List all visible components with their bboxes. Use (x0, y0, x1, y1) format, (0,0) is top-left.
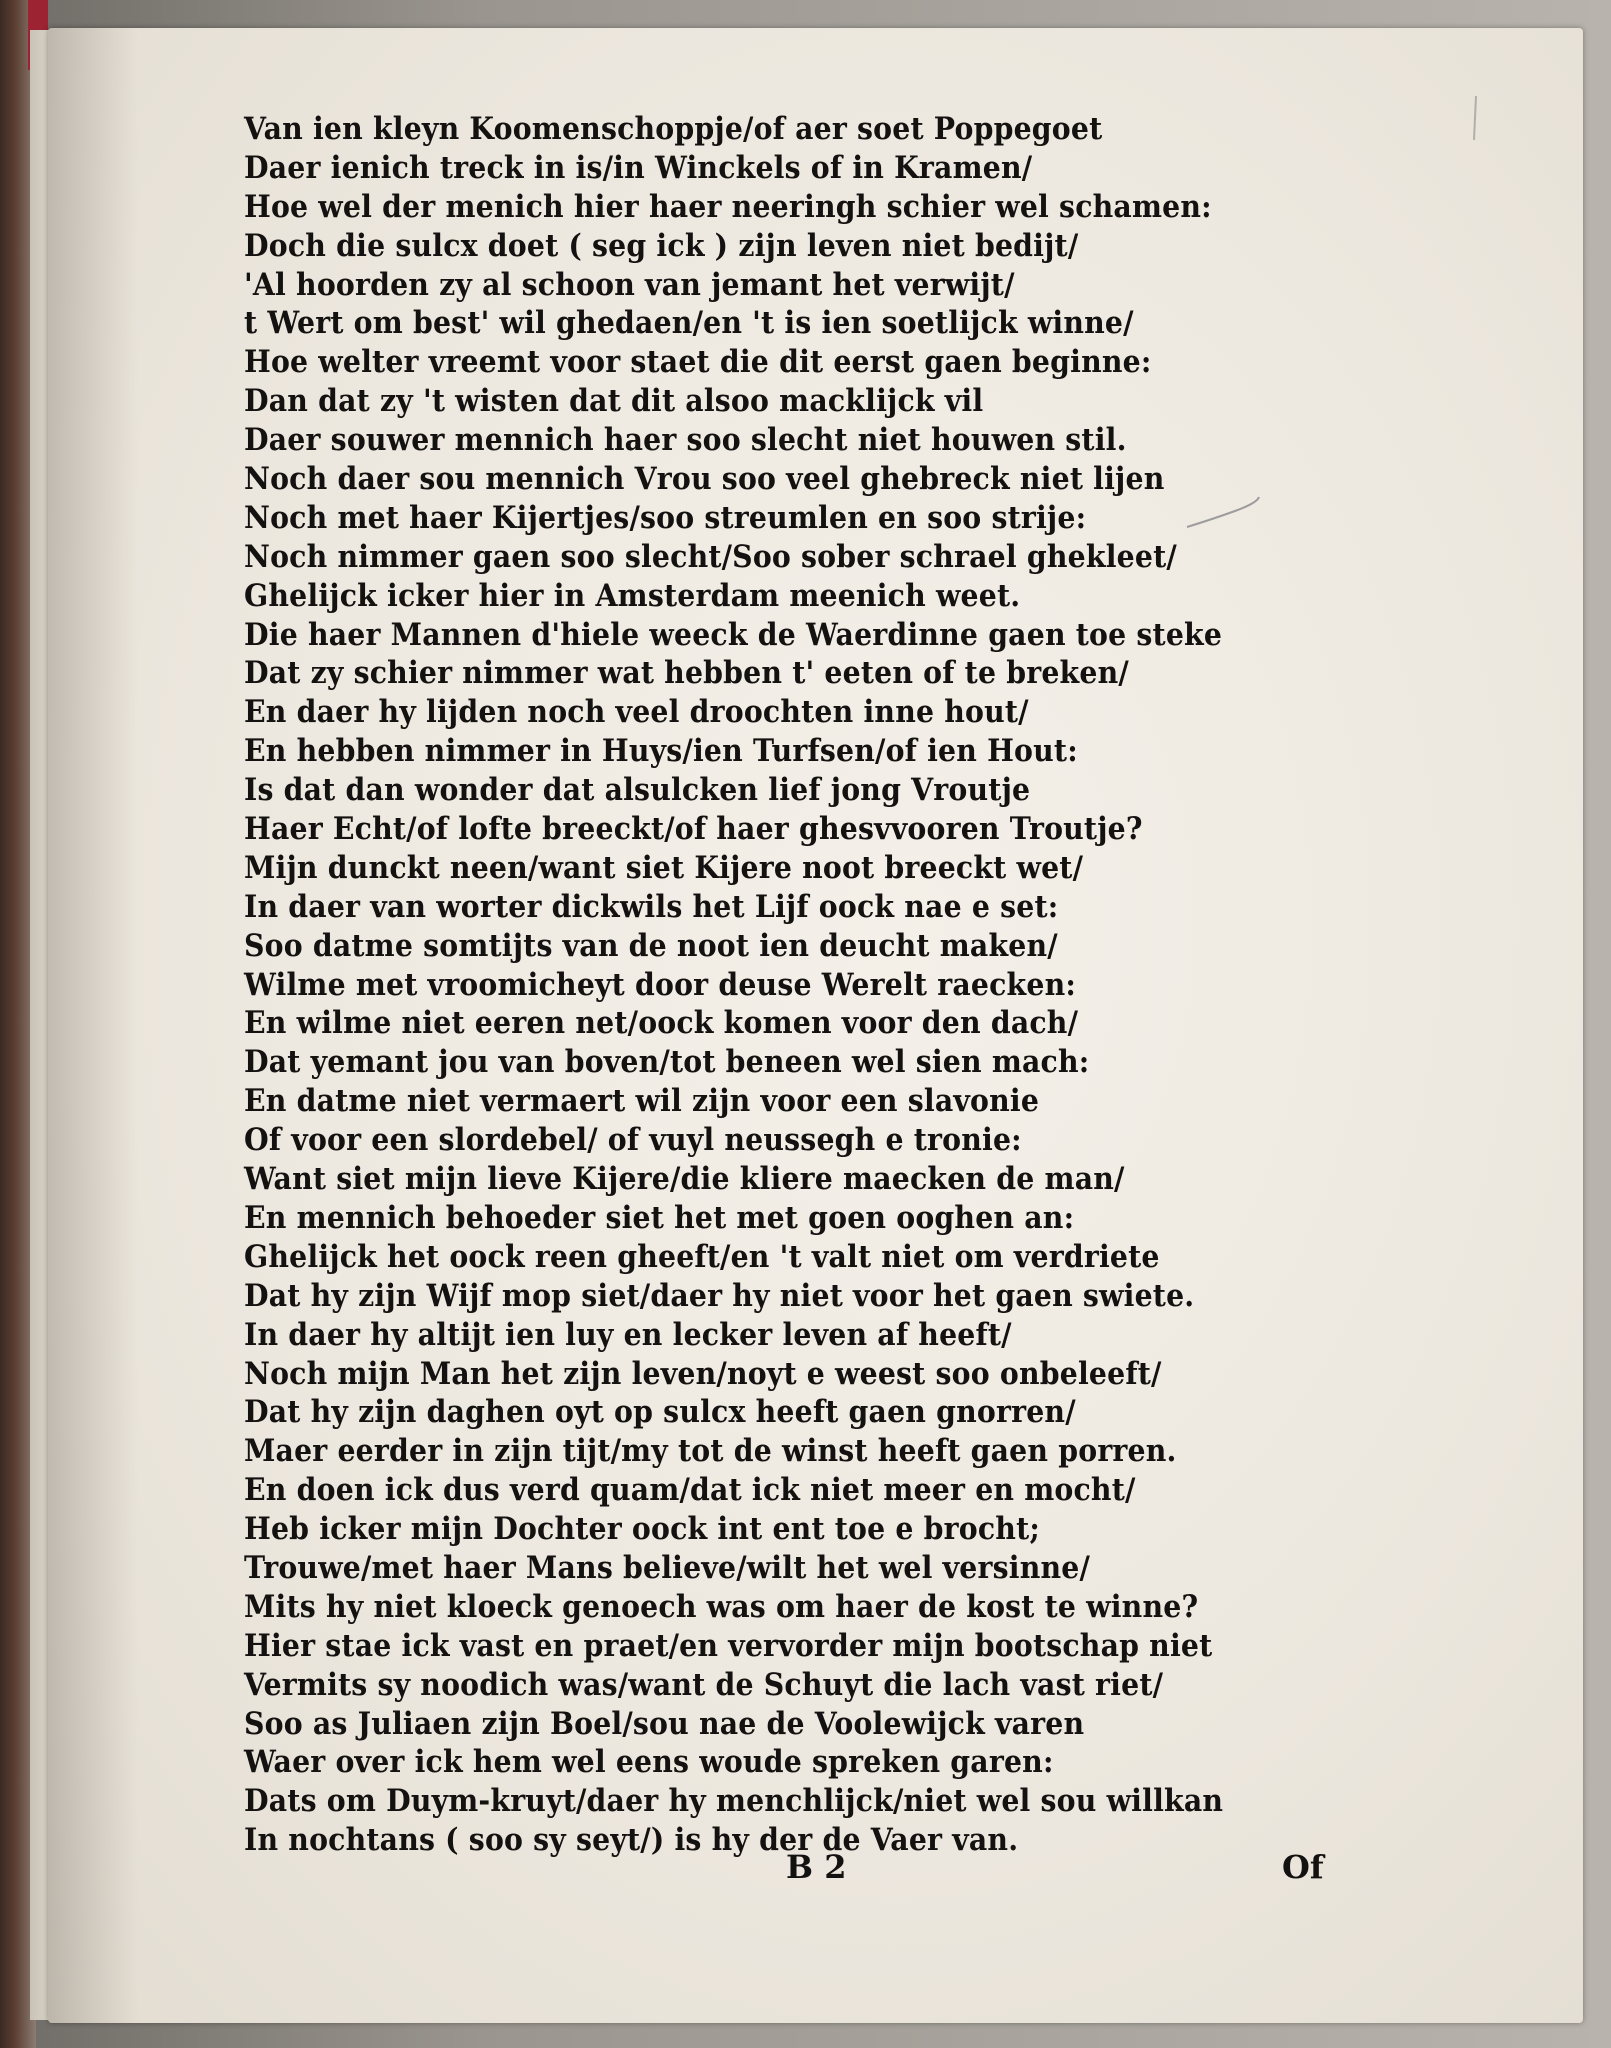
text-line: Ghelijck het oock reen gheeft/en 't valt niet om verdriete (244, 1238, 1160, 1275)
text-line: En wilme niet eeren net/oock komen voor den dach/ (244, 1005, 1079, 1042)
poem-text-block (244, 110, 1364, 1860)
text-line: En mennich behoeder siet het met goen ooghen an: (244, 1199, 1075, 1236)
text-line: Die haer Mannen d'hiele weeck de Waerdinne gaen toe steke (244, 616, 1223, 653)
text-line: Of voor een slordebel/ of vuyl neussegh e tronie: (244, 1122, 1022, 1159)
text-line: Noch met haer Kijertjes/soo streumlen en soo strije: (244, 499, 1087, 536)
text-line: Dats om Duym-kruyt/daer hy menchlijck/niet wel sou willkan (244, 1783, 1224, 1820)
text-line: Hoe welter vreemt voor staet die dit eerst gaen beginne: (244, 344, 1152, 381)
text-line: In daer van worter dickwils het Lijf oock nae e set: (244, 888, 1059, 925)
text-line: Ghelijck icker hier in Amsterdam meenich weet. (244, 577, 1021, 614)
text-line: Is dat dan wonder dat alsulcken lief jong Vroutje (244, 772, 1031, 809)
text-line: Daer souwer mennich haer soo slecht niet houwen stil. (244, 422, 1127, 459)
text-line: Dat yemant jou van boven/tot beneen wel sien mach: (244, 1044, 1090, 1081)
text-line: Mijn dunckt neen/want siet Kijere noot breeckt wet/ (244, 849, 1084, 886)
text-line: Dat hy zijn daghen oyt op sulcx heeft gaen gnorren/ (244, 1394, 1076, 1431)
pencil-corner-mark (1466, 94, 1486, 144)
text-line: Noch nimmer gaen soo slecht/Soo sober schrael ghekleet/ (244, 538, 1177, 575)
text-line: Daer ienich treck in is/in Winckels of in Kramen/ (244, 149, 1033, 186)
signature-mark: B 2 (786, 1848, 847, 1886)
text-line: Van ien kleyn Koomenschoppje/of aer soet Poppegoet (244, 111, 1103, 147)
text-line: Want siet mijn lieve Kijere/die kliere maecken de man/ (244, 1161, 1125, 1198)
text-line: Waer over ick hem wel eens woude spreken garen: (244, 1744, 1054, 1781)
page-footer (244, 1848, 1364, 1892)
text-line: Dat zy schier nimmer wat hebben t' eeten of te breken/ (244, 655, 1129, 692)
gutter-shadow (48, 28, 138, 2023)
text-line: 'Al hoorden zy al schoon van jemant het verwijt/ (244, 266, 1015, 303)
text-line: In nochtans ( soo sy seyt/) is hy der de Vaer van. (244, 1822, 1019, 1859)
book-page (48, 28, 1583, 2023)
text-line: Doch die sulcx doet ( seg ick ) zijn leven niet bedijt/ (244, 227, 1079, 264)
text-line: Soo datme somtijts van de noot ien deucht maken/ (244, 927, 1058, 964)
text-line: In daer hy altijt ien luy en lecker leven af heeft/ (244, 1316, 1012, 1353)
text-line: Vermits sy noodich was/want de Schuyt die lach vast riet/ (244, 1666, 1164, 1703)
text-line: En daer hy lijden noch veel droochten inne hout/ (244, 694, 1029, 731)
text-line: Dan dat zy 't wisten dat dit alsoo macklijck vil (244, 383, 984, 420)
text-line: Maer eerder in zijn tijt/my tot de winst heeft gaen porren. (244, 1433, 1177, 1470)
text-line: Haer Echt/of lofte breeckt/of haer ghesvvooren Troutje? (244, 811, 1143, 848)
text-line: Hoe wel der menich hier haer neeringh schier wel schamen: (244, 188, 1212, 225)
text-line: En doen ick dus verd quam/dat ick niet meer en mocht/ (244, 1472, 1136, 1509)
text-line: Dat hy zijn Wijf mop siet/daer hy niet voor het gaen swiete. (244, 1277, 1195, 1314)
text-line: En datme niet vermaert wil zijn voor een slavonie (244, 1083, 1040, 1120)
text-line: t Wert om best' wil ghedaen/en 't is ien soetlijck winne/ (244, 305, 1134, 342)
text-line: En hebben nimmer in Huys/ien Turfsen/of ien Hout: (244, 733, 1078, 770)
text-line: Wilme met vroomicheyt door deuse Werelt raecken: (244, 966, 1077, 1003)
text-line: Noch mijn Man het zijn leven/noyt e weest soo onbeleeft/ (244, 1355, 1162, 1392)
catchword: Of (1282, 1848, 1324, 1886)
text-line: Heb icker mijn Dochter oock int ent toe e brocht; (244, 1511, 1041, 1548)
text-line: Mits hy niet kloeck genoech was om haer de kost te winne? (244, 1588, 1199, 1625)
text-line: Trouwe/met haer Mans believe/wilt het wel versinne/ (244, 1549, 1091, 1586)
text-line: Soo as Juliaen zijn Boel/sou nae de Voolewijck varen (244, 1705, 1085, 1742)
text-line: Hier stae ick vast en praet/en vervorder mijn bootschap niet (244, 1627, 1213, 1664)
text-line: Noch daer sou mennich Vrou soo veel ghebreck niet lijen (244, 461, 1165, 498)
